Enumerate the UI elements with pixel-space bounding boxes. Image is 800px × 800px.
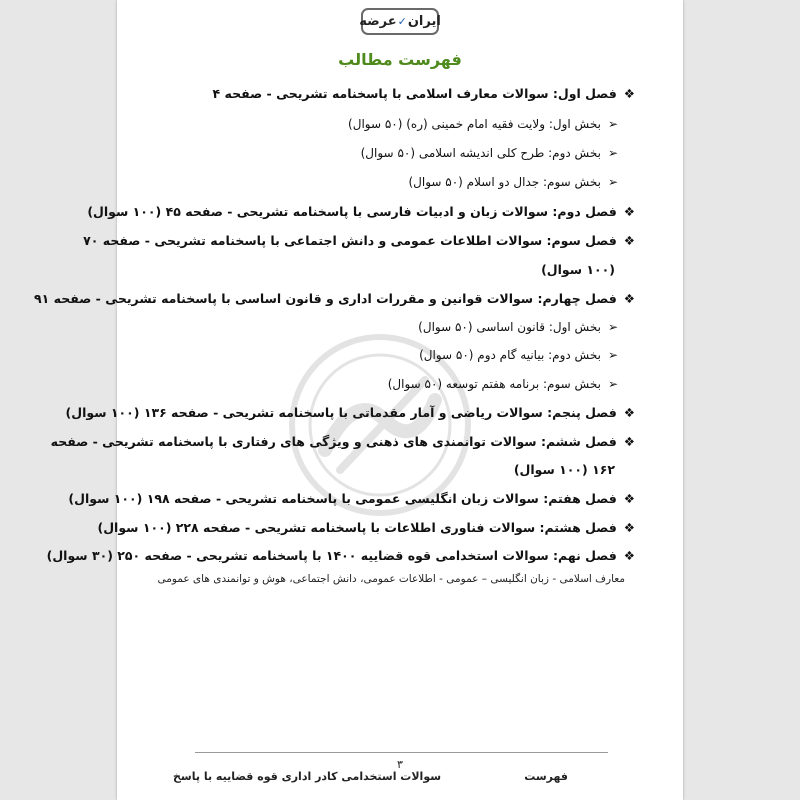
diamond-bullet-icon: ❖ [623,434,635,449]
toc-chapter-7: ❖فصل هفتم: سوالات زبان انگلیسی عمومی با پاسخنامه تشریحی - صفحه ۱۹۸ (۱۰۰ سوال) [68,491,635,506]
toc-section-1-2: ➢بخش دوم: طرح کلی اندیشه اسلامی (۵۰ سوال) [360,146,618,160]
footer-book-title: سوالات استخدامی کادر اداری قوه قضاییه با پاسخ [173,770,442,783]
page-title: فهرست مطالب [338,50,462,69]
diamond-bullet-icon: ❖ [623,291,635,306]
arrow-bullet-icon: ➢ [607,117,618,131]
toc-chapter-3: ❖فصل سوم: سوالات اطلاعات عمومی و دانش اجتماعی با پاسخنامه تشریحی - صفحه ۷۰ [83,233,635,248]
diamond-bullet-icon: ❖ [623,405,635,420]
diamond-bullet-icon: ❖ [623,520,635,535]
toc-chapter-6-continued: ۱۶۲ (۱۰۰ سوال) [513,462,615,477]
toc-chapter-8: ❖فصل هشتم: سوالات فناوری اطلاعات با پاسخنامه تشریحی - صفحه ۲۲۸ (۱۰۰ سوال) [97,520,635,535]
arrow-bullet-icon: ➢ [607,377,618,391]
toc-chapter-6: ❖فصل ششم: سوالات توانمندی های ذهنی و ویژگی های رفتاری با پاسخنامه تشریحی - صفحه [50,434,635,449]
page-number: ۳ [397,758,403,771]
toc-chapter-5: ❖فصل پنجم: سوالات ریاضی و آمار مقدماتی با پاسخنامه تشریحی - صفحه ۱۳۶ (۱۰۰ سوال) [65,405,635,420]
toc-chapter-4: ❖فصل چهارم: سوالات قوانین و مقررات اداری و قانون اساسی با پاسخنامه تشریحی - صفحه ۹۱ [34,291,635,306]
logo-text-b: عرضه [359,14,397,29]
footer-divider [195,752,608,753]
toc-section-1-3: ➢بخش سوم: جدال دو اسلام (۵۰ سوال) [408,175,618,189]
toc-chapter-1: ❖فصل اول: سوالات معارف اسلامی با پاسخنامه تشریحی - صفحه ۴ [212,86,635,101]
toc-section-1-1: ➢بخش اول: ولایت فقیه امام خمینی (ره) (۵۰ سوال) [348,117,618,131]
logo-text-a: ایران [407,14,441,29]
diamond-bullet-icon: ❖ [623,233,635,248]
toc-section-4-3: ➢بخش سوم: برنامه هفتم توسعه (۵۰ سوال) [387,377,618,391]
toc-chapter-9: ❖فصل نهم: سوالات استخدامی قوه قضاییه ۱۴۰۰ با پاسخنامه تشریحی - صفحه ۲۵۰ (۳۰ سوال) [46,548,635,563]
arrow-bullet-icon: ➢ [607,175,618,189]
footer-section-label: فهرست [524,770,568,783]
diamond-bullet-icon: ❖ [623,491,635,506]
toc-chapter-2: ❖فصل دوم: سوالات زبان و ادبیات فارسی با پاسخنامه تشریحی - صفحه ۴۵ (۱۰۰ سوال) [87,204,635,219]
diamond-bullet-icon: ❖ [623,86,635,101]
toc-section-4-1: ➢بخش اول: قانون اساسی (۵۰ سوال) [418,320,618,334]
logo-mark-icon: ✓ [397,15,407,28]
brand-logo [361,8,439,35]
diamond-bullet-icon: ❖ [623,548,635,563]
toc-chapter-3-continued: (۱۰۰ سوال) [541,262,615,277]
arrow-bullet-icon: ➢ [607,320,618,334]
diamond-bullet-icon: ❖ [623,204,635,219]
arrow-bullet-icon: ➢ [607,146,618,160]
arrow-bullet-icon: ➢ [607,348,618,362]
toc-section-4-2: ➢بخش دوم: بیانیه گام دوم (۵۰ سوال) [419,348,618,362]
subjects-line: معارف اسلامی - زبان انگلیسی – عمومی - اطلاعات عمومی، دانش اجتماعی، هوش و توانمندی های عمومی [157,573,625,585]
